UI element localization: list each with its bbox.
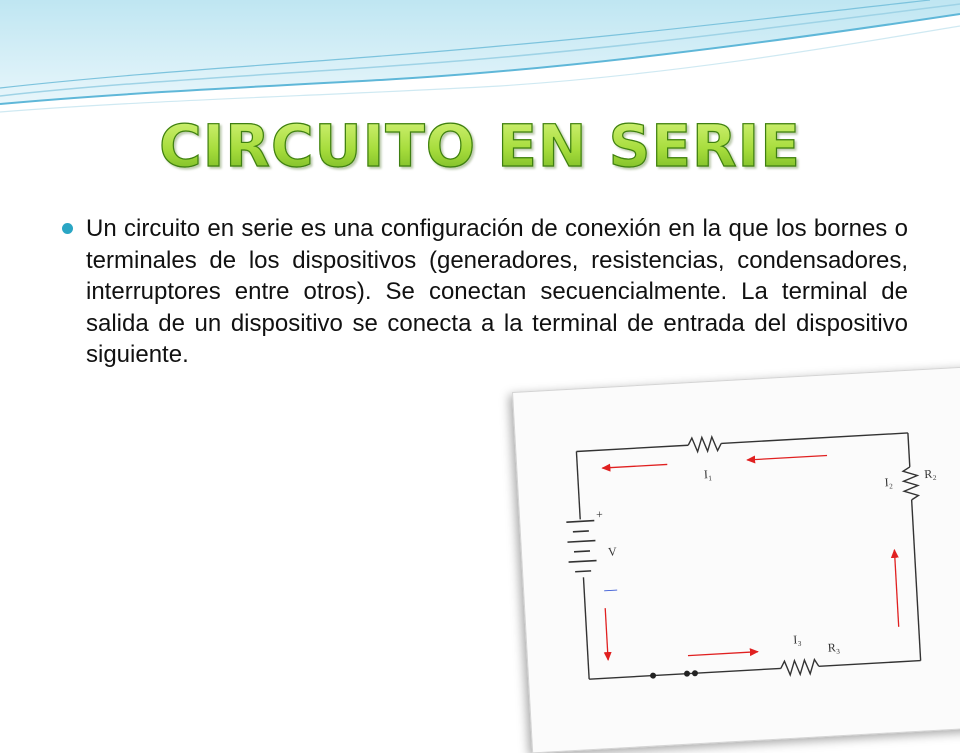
minus-label: — bbox=[603, 581, 618, 598]
current-arrow bbox=[602, 464, 667, 468]
wire-left-lower bbox=[583, 577, 589, 679]
battery-symbol bbox=[566, 521, 597, 572]
switch-contact bbox=[684, 671, 690, 677]
current-arrow bbox=[894, 550, 898, 627]
resistor-r3 bbox=[780, 659, 819, 675]
wire-left-upper bbox=[576, 451, 580, 519]
wire-right-lower bbox=[912, 500, 921, 661]
series-circuit-image bbox=[512, 365, 960, 753]
bullet-list bbox=[62, 213, 908, 371]
current-arrow bbox=[605, 608, 608, 660]
wire-top-right bbox=[721, 433, 908, 443]
wire-right bbox=[908, 433, 910, 467]
current-arrow bbox=[688, 652, 758, 656]
plus-label: + bbox=[595, 507, 604, 522]
source-label: V bbox=[607, 544, 618, 559]
switch-contact bbox=[692, 670, 698, 676]
current-label-i3: I₃ bbox=[792, 632, 802, 647]
slide-title: CIRCUITO EN SERIE bbox=[0, 112, 960, 180]
current-label-i2: I₂ bbox=[884, 474, 894, 490]
resistor-label-r3: R₃ bbox=[827, 640, 841, 655]
resistor-r2 bbox=[903, 467, 919, 501]
current-arrow bbox=[747, 456, 827, 460]
bullet-icon bbox=[62, 223, 73, 234]
junction-dot bbox=[650, 672, 656, 678]
circuit-diagram bbox=[513, 366, 960, 752]
bullet-text: Un circuito en serie es una configuración de conexión en la que los bornes o terminales de los dispositivos (generadores, resistencias, condensadores, interruptores entre otros). Se conectan secuencialmente. La terminal de salida de un dispositivo se conecta a la terminal de entrada del dispositivo siguiente. bbox=[86, 215, 908, 368]
wire-bottom-right bbox=[819, 661, 921, 667]
current-label-i1: I₁ bbox=[703, 466, 713, 482]
wire-top bbox=[576, 445, 688, 451]
resistor-label-r2: R₂ bbox=[923, 466, 937, 482]
resistor-r1 bbox=[688, 436, 722, 452]
header-wave-decoration bbox=[0, 0, 960, 130]
